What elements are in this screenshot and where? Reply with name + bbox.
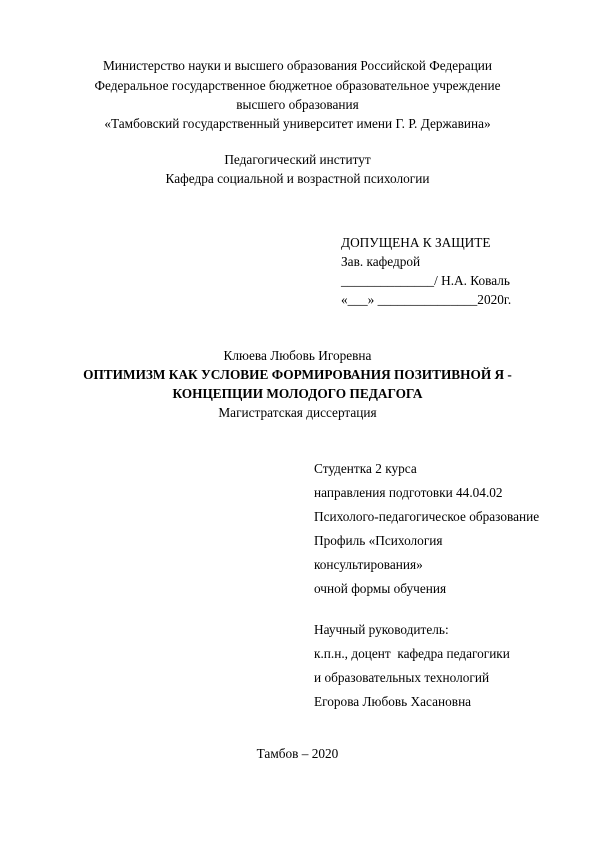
supervisor-name: Егорова Любовь Хасановна [314, 694, 472, 709]
ministry-line: Министерство науки и высшего образования Российской Федерации [102, 58, 493, 73]
author-name: Клюева Любовь Игоревна [223, 348, 372, 363]
student-course: Студентка 2 курса [314, 461, 417, 476]
student-study-form: очной формы обучения [314, 581, 447, 596]
place-and-year: Тамбов – 2020 [256, 746, 339, 761]
student-profile-continued: консультирования» [314, 557, 423, 572]
supervisor-position: к.п.н., доцент кафедра педагогики [314, 646, 510, 661]
student-direction: направления подготовки 44.04.02 [314, 485, 503, 500]
approval-title: ДОПУЩЕНА К ЗАЩИТЕ [341, 235, 491, 250]
thesis-title-line-1: ОПТИМИЗМ КАК УСЛОВИЕ ФОРМИРОВАНИЯ ПОЗИТИВНОЙ Я - [83, 367, 512, 382]
university-name-line: «Тамбовский государственный университет имени Г. Р. Державина» [104, 116, 491, 131]
supervisor-heading: Научный руководитель: [314, 622, 449, 637]
institute-name: Педагогический институт [224, 152, 371, 167]
approval-signature: ______________/ Н.А. Коваль [341, 273, 510, 288]
supervisor-department: и образовательных технологий [314, 670, 490, 685]
student-profile: Профиль «Психология [314, 533, 443, 548]
education-level-line: высшего образования [236, 97, 359, 112]
institution-type-line: Федеральное государственное бюджетное образовательное учреждение [94, 78, 501, 93]
approval-role: Зав. кафедрой [341, 254, 421, 269]
approval-date: «___» _______________2020г. [341, 292, 512, 307]
student-program: Психолого-педагогическое образование [314, 509, 540, 524]
thesis-type: Магистратская диссертация [218, 405, 377, 420]
thesis-title-line-2: КОНЦЕПЦИИ МОЛОДОГО ПЕДАГОГА [172, 386, 423, 401]
department-name: Кафедра социальной и возрастной психологии [165, 171, 430, 186]
